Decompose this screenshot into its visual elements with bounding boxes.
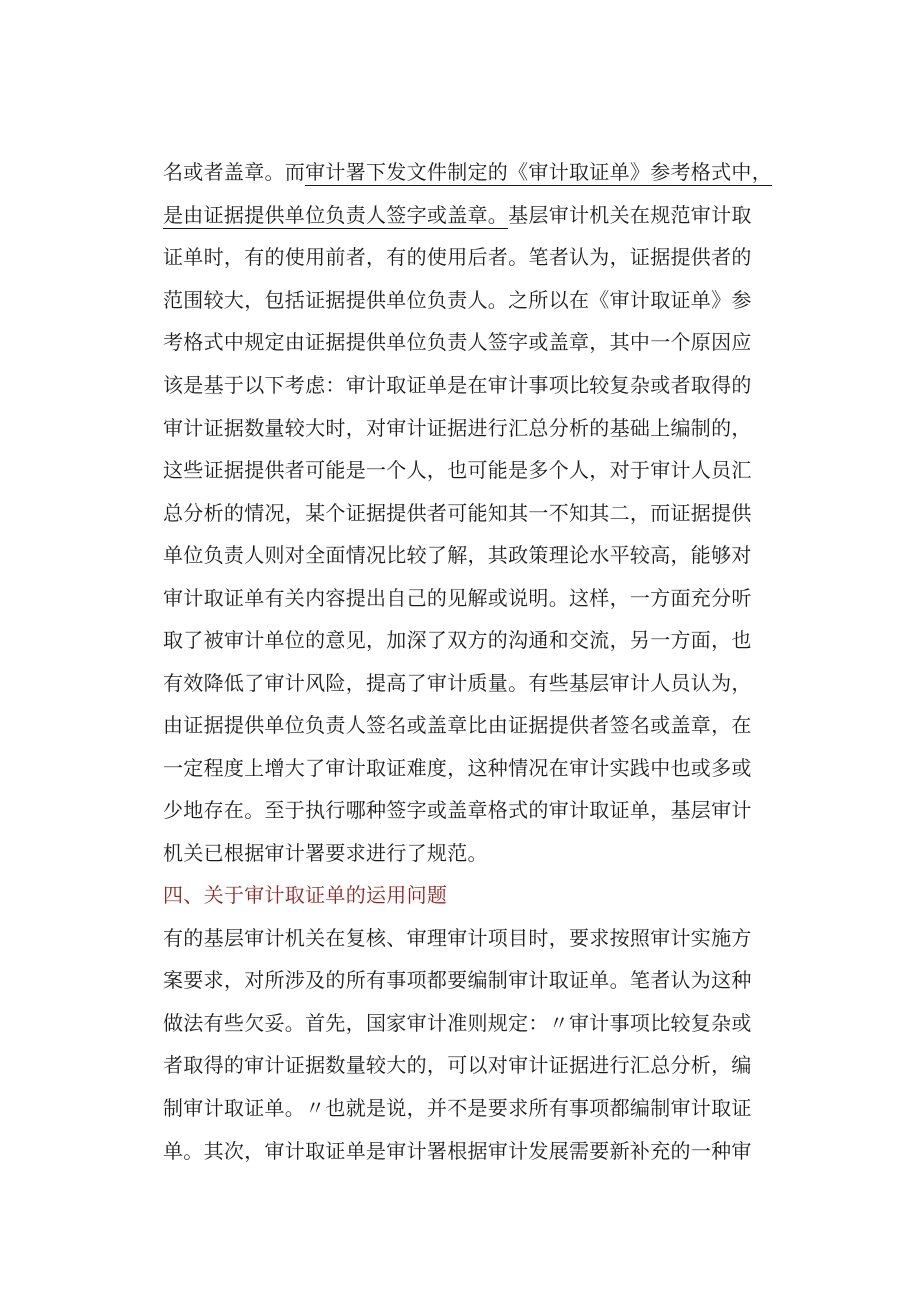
text-span: 基层审计机关在规范审计取 [508,203,752,227]
paragraph-line: 总分析的情况，某个证据提供者可能知其一不知其二，而证据提供 [163,501,752,525]
paragraph-line [163,158,772,186]
paragraph-line: 范围较大，包括证据提供单位负责人。之所以在《审计取证单》参 [163,288,752,312]
paragraph-line: 单。其次，审计取证单是审计署根据审计发展需要新补充的一种审 [163,1139,752,1163]
section-heading: 四、关于审计取证单的运用问题 [163,883,448,907]
underlined-text: 是由证据提供单位负责人签字或盖章。 [163,203,509,227]
paragraph-line: 审计取证单有关内容提出自己的见解或说明。这样，一方面充分听 [163,586,752,610]
paragraph-line: 机关已根据审计署要求进行了规范。 [163,841,488,865]
paragraph-line: 做法有些欠妥。首先，国家审计准则规定：〃审计事项比较复杂或 [163,1011,752,1035]
paragraph-line: 取了被审计单位的意见，加深了双方的沟通和交流，另一方面，也 [163,628,752,652]
paragraph-line: 该是基于以下考虑：审计取证单是在审计事项比较复杂或者取得的 [163,373,752,397]
paragraph-line: 一定程度上增大了审计取证难度，这种情况在审计实践中也或多或 [163,756,752,780]
paragraph-line: 有效降低了审计风险，提高了审计质量。有些基层审计人员认为， [163,671,752,695]
paragraph-line [163,201,752,229]
paragraph-line: 单位负责人则对全面情况比较了解，其政策理论水平较高，能够对 [163,543,752,567]
paragraph-line: 这些证据提供者可能是一个人，也可能是多个人，对于审计人员汇 [163,458,752,482]
paragraph-line: 者取得的审计证据数量较大的，可以对审计证据进行汇总分析，编 [163,1053,752,1077]
underlined-text: 审计署下发文件制定的《审计取证单》参考格式中， [305,160,773,184]
paragraph-line: 考格式中规定由证据提供单位负责人签字或盖章，其中一个原因应 [163,330,752,354]
paragraph-line: 证单时，有的使用前者，有的使用后者。笔者认为，证据提供者的 [163,245,752,269]
text-span: 名或者盖章。而 [163,160,306,184]
paragraph-line: 有的基层审计机关在复核、审理审计项目时，要求按照审计实施方 [163,926,752,950]
paragraph-line: 审计证据数量较大时，对审计证据进行汇总分析的基础上编制的， [163,416,752,440]
paragraph-line: 少地存在。至于执行哪种签字或盖章格式的审计取证单，基层审计 [163,798,752,822]
paragraph-line: 案要求，对所涉及的所有事项都要编制审计取证单。笔者认为这种 [163,968,752,992]
paragraph-line: 由证据提供单位负责人签名或盖章比由证据提供者签名或盖章，在 [163,713,752,737]
paragraph-line: 制审计取证单。〃也就是说，并不是要求所有事项都编制审计取证 [163,1096,752,1120]
